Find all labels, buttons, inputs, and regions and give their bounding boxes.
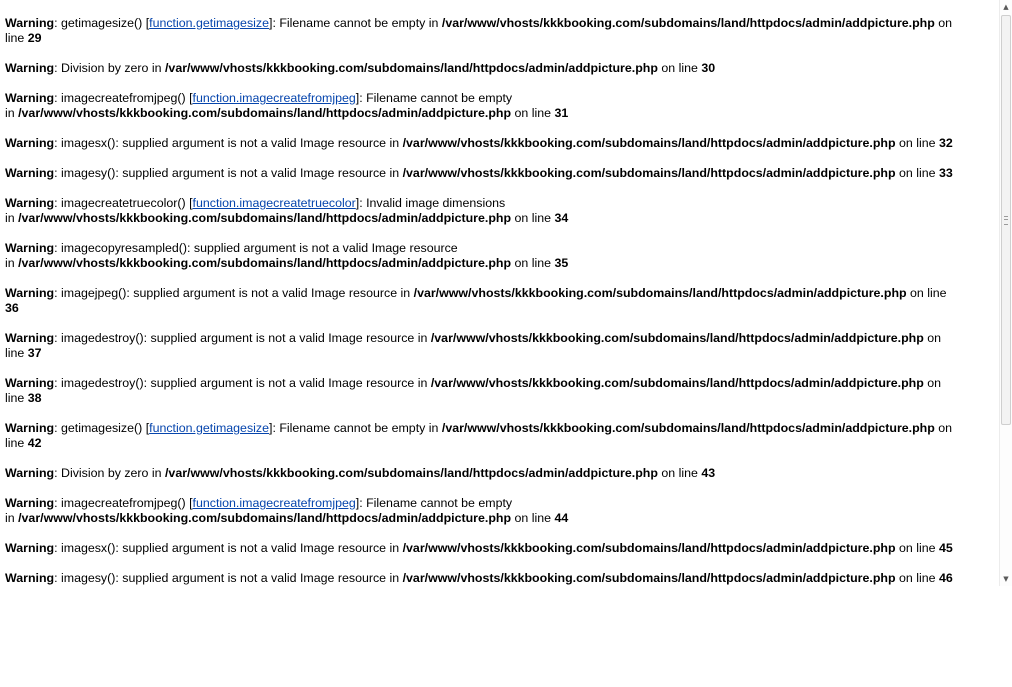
line-number: 29 [27, 31, 42, 45]
scrollbar-thumb[interactable] [1001, 15, 1011, 425]
line-number: 46 [938, 571, 953, 585]
function-link[interactable]: function.imagecreatetruecolor [192, 196, 356, 210]
line-number: 42 [27, 436, 42, 450]
file-path: /var/www/vhosts/kkkbooking.com/subdomains/land/httpdocs/admin/addpicture.php [430, 376, 924, 390]
warning-text: : imagesy(): supplied argument is not a valid Image resource in [54, 571, 403, 585]
warning-text: ]: Filename cannot be empty [355, 91, 513, 105]
warning-text: : imagedestroy(): supplied argument is not a valid Image resource in [54, 376, 431, 390]
warning-label: Warning [5, 421, 55, 435]
warning-text: ]: Filename cannot be empty in [269, 421, 442, 435]
warning-text: : getimagesize() [ [54, 421, 150, 435]
warning-label: Warning [5, 136, 55, 150]
warning-text: on line [895, 571, 939, 585]
warning-message [5, 331, 990, 361]
warning-label: Warning [5, 16, 55, 30]
file-path: /var/www/vhosts/kkkbooking.com/subdomains/land/httpdocs/admin/addpicture.php [18, 511, 512, 525]
scroll-down-arrow-icon[interactable]: ▼ [1003, 575, 1009, 583]
warning-text: on line [657, 61, 702, 75]
warning-text: : imagesx(): supplied argument is not a valid Image resource in [54, 541, 403, 555]
warning-label: Warning [5, 91, 55, 105]
file-path: /var/www/vhosts/kkkbooking.com/subdomains/land/httpdocs/admin/addpicture.php [402, 136, 896, 150]
warning-label: Warning [5, 376, 55, 390]
warning-text: on [923, 376, 942, 390]
warning-text: in [5, 211, 19, 225]
file-path: /var/www/vhosts/kkkbooking.com/subdomains/land/httpdocs/admin/addpicture.php [18, 211, 512, 225]
file-path: /var/www/vhosts/kkkbooking.com/subdomains/land/httpdocs/admin/addpicture.php [402, 541, 896, 555]
warning-label: Warning [5, 496, 55, 510]
warning-text: on line [895, 166, 939, 180]
warning-label: Warning [5, 466, 55, 480]
warning-text: : Division by zero in [54, 61, 165, 75]
warning-text: : getimagesize() [ [54, 16, 150, 30]
warning-text: line [5, 31, 28, 45]
line-number: 33 [938, 166, 953, 180]
warning-label: Warning [5, 166, 55, 180]
warning-text: line [5, 346, 28, 360]
warning-text: : imagecopyresampled(): supplied argument is not a valid Image resource [54, 241, 458, 255]
warning-text: : imagesx(): supplied argument is not a valid Image resource in [54, 136, 403, 150]
file-path: /var/www/vhosts/kkkbooking.com/subdomains/land/httpdocs/admin/addpicture.php [164, 466, 658, 480]
warning-text: on line [511, 106, 555, 120]
warning-text: on line [511, 256, 555, 270]
file-path: /var/www/vhosts/kkkbooking.com/subdomains/land/httpdocs/admin/addpicture.php [164, 61, 658, 75]
warning-text: : imagedestroy(): supplied argument is not a valid Image resource in [54, 331, 431, 345]
line-number: 43 [701, 466, 716, 480]
warning-text: in [5, 106, 19, 120]
warning-message [5, 376, 990, 406]
warning-text: in [5, 256, 19, 270]
warning-message [5, 136, 990, 151]
warning-message [5, 571, 990, 586]
line-number: 38 [27, 391, 42, 405]
warning-text: on line [511, 211, 555, 225]
warning-message [5, 196, 990, 226]
vertical-scrollbar[interactable] [999, 0, 1012, 586]
function-link[interactable]: function.getimagesize [149, 421, 269, 435]
line-number: 37 [27, 346, 42, 360]
warning-text: line [5, 391, 28, 405]
warning-text: on line [895, 136, 939, 150]
warning-label: Warning [5, 241, 55, 255]
warning-text: on line [511, 511, 555, 525]
file-path: /var/www/vhosts/kkkbooking.com/subdomains/land/httpdocs/admin/addpicture.php [441, 421, 935, 435]
file-path: /var/www/vhosts/kkkbooking.com/subdomains/land/httpdocs/admin/addpicture.php [18, 106, 512, 120]
warning-message [5, 16, 990, 46]
warning-text: ]: Invalid image dimensions [355, 196, 506, 210]
line-number: 45 [938, 541, 953, 555]
line-number: 35 [554, 256, 569, 270]
warning-message [5, 541, 990, 556]
warning-label: Warning [5, 61, 55, 75]
warning-text: : Division by zero in [54, 466, 165, 480]
line-number: 34 [554, 211, 569, 225]
warning-message [5, 286, 990, 316]
line-number: 32 [938, 136, 953, 150]
warning-text: on [934, 421, 953, 435]
line-number: 30 [701, 61, 716, 75]
file-path: /var/www/vhosts/kkkbooking.com/subdomains/land/httpdocs/admin/addpicture.php [402, 571, 896, 585]
file-path: /var/www/vhosts/kkkbooking.com/subdomains/land/httpdocs/admin/addpicture.php [413, 286, 907, 300]
warning-label: Warning [5, 286, 55, 300]
warning-message [5, 466, 990, 481]
warning-message [5, 241, 990, 271]
file-path: /var/www/vhosts/kkkbooking.com/subdomains/land/httpdocs/admin/addpicture.php [430, 331, 924, 345]
warning-text: : imagesy(): supplied argument is not a valid Image resource in [54, 166, 403, 180]
warning-text: on line [657, 466, 702, 480]
function-link[interactable]: function.imagecreatefromjpeg [192, 496, 356, 510]
warning-text: on line [895, 541, 939, 555]
warning-message [5, 166, 990, 181]
function-link[interactable]: function.getimagesize [149, 16, 269, 30]
warning-text: : imagecreatetruecolor() [ [54, 196, 193, 210]
warning-text: : imagejpeg(): supplied argument is not a valid Image resource in [54, 286, 414, 300]
warning-label: Warning [5, 571, 55, 585]
file-path: /var/www/vhosts/kkkbooking.com/subdomains/land/httpdocs/admin/addpicture.php [18, 256, 512, 270]
warning-text: in [5, 511, 19, 525]
warning-label: Warning [5, 196, 55, 210]
warning-text: on line [906, 286, 947, 300]
function-link[interactable]: function.imagecreatefromjpeg [192, 91, 356, 105]
warning-text: on [934, 16, 953, 30]
file-path: /var/www/vhosts/kkkbooking.com/subdomains/land/httpdocs/admin/addpicture.php [441, 16, 935, 30]
line-number: 44 [554, 511, 569, 525]
warning-label: Warning [5, 331, 55, 345]
scrollbar-grip-icon [1004, 216, 1008, 225]
warning-message [5, 496, 990, 526]
line-number: 31 [554, 106, 569, 120]
line-number: 36 [5, 301, 19, 315]
file-path: /var/www/vhosts/kkkbooking.com/subdomains/land/httpdocs/admin/addpicture.php [402, 166, 896, 180]
warning-text: : imagecreatefromjpeg() [ [54, 496, 193, 510]
warning-message [5, 91, 990, 121]
scroll-up-arrow-icon[interactable]: ▲ [1003, 3, 1009, 11]
warning-label: Warning [5, 541, 55, 555]
warning-text: ]: Filename cannot be empty [355, 496, 513, 510]
warning-text: ]: Filename cannot be empty in [269, 16, 442, 30]
warning-text: : imagecreatefromjpeg() [ [54, 91, 193, 105]
warning-text: line [5, 436, 28, 450]
warning-text: on [923, 331, 942, 345]
warning-message [5, 421, 990, 451]
warning-message [5, 61, 990, 76]
